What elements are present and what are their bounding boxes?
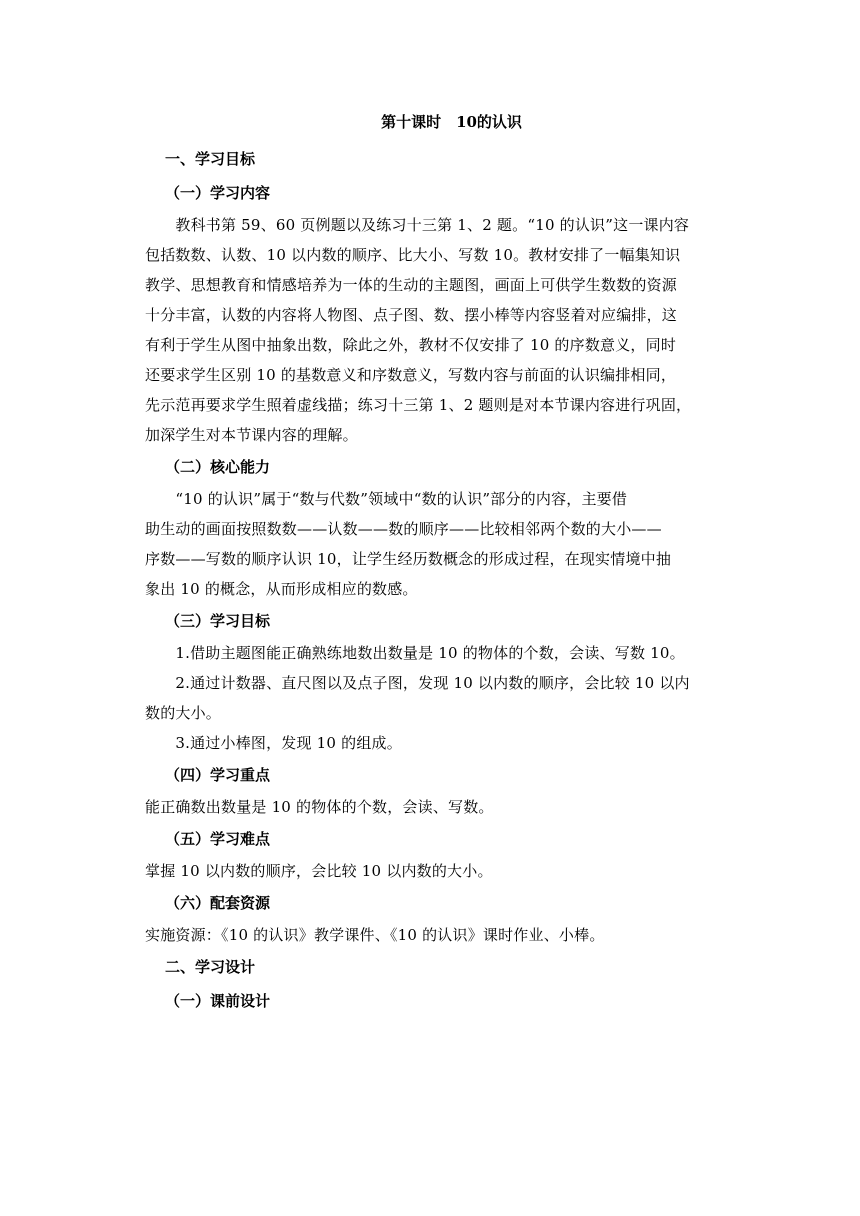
content-paragraph bbox=[145, 210, 730, 450]
goal-item: 数的大小。 bbox=[145, 704, 222, 722]
paragraph-line: 还要求学生区别 10 的基数意义和序数意义，写数内容与前面的认识编排相同， bbox=[145, 366, 677, 384]
goal-item: 3.通过小棒图，发现 10 的组成。 bbox=[145, 734, 402, 752]
paragraph-line: 教科书第 59、60 页例题以及练习十三第 1、2 题。“10 的认识”这一课内容 bbox=[145, 216, 690, 234]
paragraph-line: 掌握 10 以内数的顺序，会比较 10 以内数的大小。 bbox=[145, 862, 493, 880]
paragraph-line: 十分丰富，认数的内容将人物图、点子图、数、摆小棒等内容竖着对应编排，这 bbox=[145, 306, 678, 324]
difficulty-paragraph bbox=[145, 856, 730, 886]
key-paragraph bbox=[145, 792, 730, 822]
subsection-heading-ability: （二）核心能力 bbox=[165, 458, 271, 476]
paragraph-line: 能正确数出数量是 10 的物体的个数，会读、写数。 bbox=[145, 798, 494, 816]
paragraph-line: “10 的认识”属于“数与代数”领域中“数的认识”部分的内容，主要借 bbox=[145, 490, 628, 508]
subsection-heading-pre-design: （一）课前设计 bbox=[165, 992, 271, 1010]
paragraph-line: 有利于学生从图中抽象出数，除此之外，教材不仅安排了 10 的序数意义，同时 bbox=[145, 336, 677, 354]
paragraph-line: 实施资源：《10 的认识》教学课件、《10 的认识》课时作业、小棒。 bbox=[145, 926, 605, 944]
subsection-heading-difficulty: （五）学习难点 bbox=[165, 830, 271, 848]
section-heading-goals: 一、学习目标 bbox=[165, 150, 256, 168]
goals-list bbox=[145, 638, 730, 758]
paragraph-line: 助生动的画面按照数数——认数——数的顺序——比较相邻两个数的大小—— bbox=[145, 520, 662, 538]
page-title: 第十课时 10的认识 bbox=[381, 113, 522, 131]
paragraph-line: 序数——写数的顺序认识 10，让学生经历数概念的形成过程，在现实情境中抽 bbox=[145, 550, 672, 568]
subsection-heading-content: （一）学习内容 bbox=[165, 184, 271, 202]
paragraph-line: 教学、思想教育和情感培养为一体的生动的主题图，画面上可供学生数数的资源 bbox=[145, 276, 678, 294]
subsection-heading-resources: （六）配套资源 bbox=[165, 894, 271, 912]
goal-item: 2.通过计数器、直尺图以及点子图，发现 10 以内数的顺序，会比较 10 以内 bbox=[145, 674, 690, 692]
paragraph-line: 先示范再要求学生照着虚线描；练习十三第 1、2 题则是对本节课内容进行巩固， bbox=[145, 396, 692, 414]
resources-paragraph bbox=[145, 920, 730, 950]
subsection-heading-goals: （三）学习目标 bbox=[165, 612, 271, 630]
paragraph-line: 加深学生对本节课内容的理解。 bbox=[145, 426, 358, 444]
paragraph-line: 象出 10 的概念，从而形成相应的数感。 bbox=[145, 580, 418, 598]
section-heading-design: 二、学习设计 bbox=[165, 958, 256, 976]
ability-paragraph bbox=[145, 484, 730, 604]
goal-item: 1.借助主题图能正确熟练地数出数量是 10 的物体的个数，会读、写数 10。 bbox=[145, 644, 685, 662]
paragraph-line: 包括数数、认数、10 以内数的顺序、比大小、写数 10。教材安排了一幅集知识 bbox=[145, 246, 681, 264]
subsection-heading-key: （四）学习重点 bbox=[165, 766, 271, 784]
document-page bbox=[145, 108, 730, 1018]
